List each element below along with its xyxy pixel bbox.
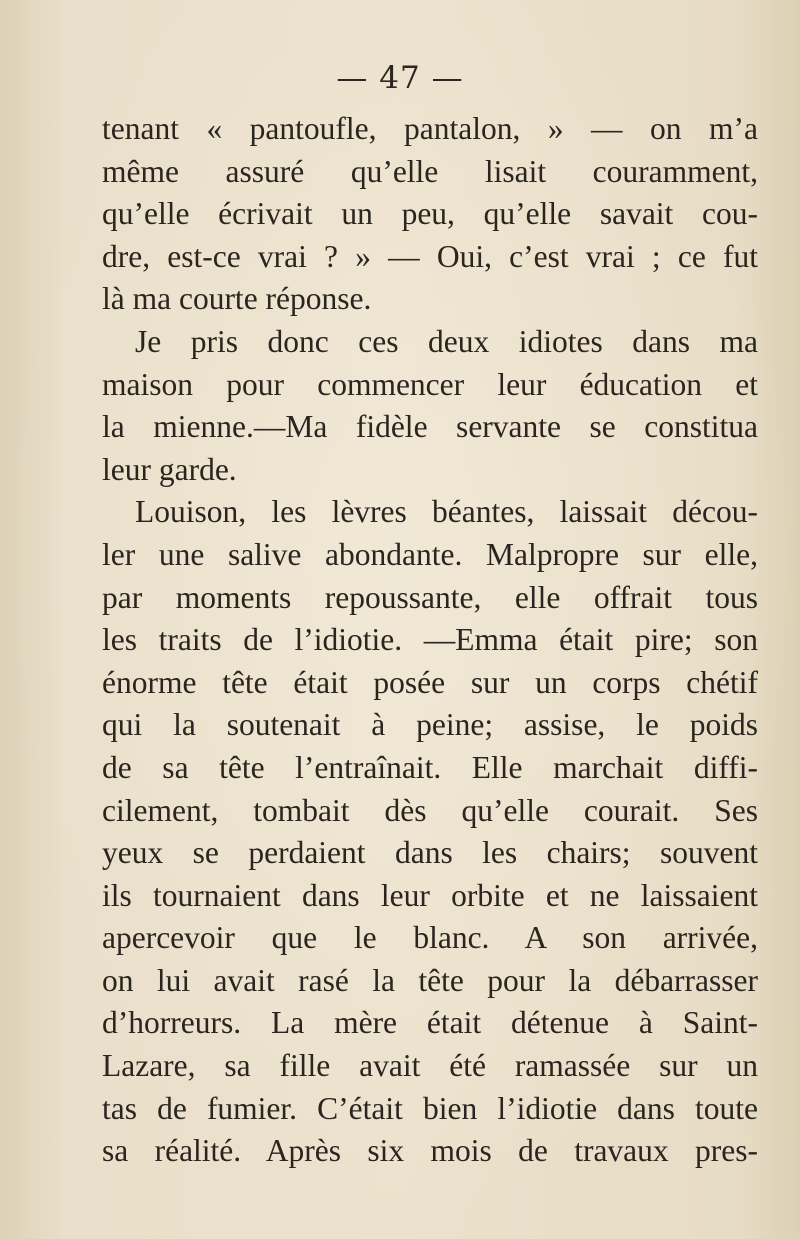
- text-line: de sa tête l’entraînait. Elle marchait diffi-: [102, 749, 758, 785]
- text-line: énorme tête était posée sur un corps chétif: [102, 664, 758, 700]
- text-line: d’horreurs. La mère était détenue à Saint-: [102, 1005, 758, 1041]
- text-line: maison pour commencer leur éducation et: [102, 366, 758, 402]
- page-number: — 47 —: [336, 60, 464, 96]
- page-body-text: [102, 108, 758, 1173]
- paragraph-start-line: Louison, les lèvres béantes, laissait décou-: [135, 494, 758, 530]
- text-line: sa réalité. Après six mois de travaux pres-: [102, 1133, 758, 1169]
- text-line: même assuré qu’elle lisait couramment,: [102, 153, 758, 189]
- text-line: leur garde.: [102, 451, 237, 487]
- text-line: apercevoir que le blanc. A son arrivée,: [102, 920, 758, 956]
- text-line: ils tournaient dans leur orbite et ne laissaient: [102, 877, 758, 913]
- text-line: les traits de l’idiotie. —Emma était pire; son: [102, 622, 758, 658]
- text-line: yeux se perdaient dans les chairs; souvent: [102, 835, 758, 871]
- text-line: qu’elle écrivait un peu, qu’elle savait cou-: [102, 196, 758, 232]
- text-line: cilement, tombait dès qu’elle courait. Ses: [102, 792, 758, 828]
- text-line: là ma courte réponse.: [102, 281, 372, 317]
- text-line: tenant « pantoufle, pantalon, » — on m’a: [102, 111, 758, 146]
- text-line: ler une salive abondante. Malpropre sur elle,: [102, 536, 758, 572]
- text-line: qui la soutenait à peine; assise, le poids: [102, 707, 758, 743]
- paragraph-start-line: Je pris donc ces deux idiotes dans ma: [135, 323, 758, 359]
- text-line: la mienne.—Ma fidèle servante se constitua: [102, 409, 758, 445]
- text-line: tas de fumier. C’était bien l’idiotie dans toute: [102, 1090, 758, 1126]
- text-line: Lazare, sa fille avait été ramassée sur un: [102, 1048, 758, 1084]
- text-line: dre, est-ce vrai ? » — Oui, c’est vrai ; ce fut: [102, 238, 758, 274]
- text-line: on lui avait rasé la tête pour la débarrasser: [102, 962, 758, 998]
- text-line: par moments repoussante, elle offrait tous: [102, 579, 758, 615]
